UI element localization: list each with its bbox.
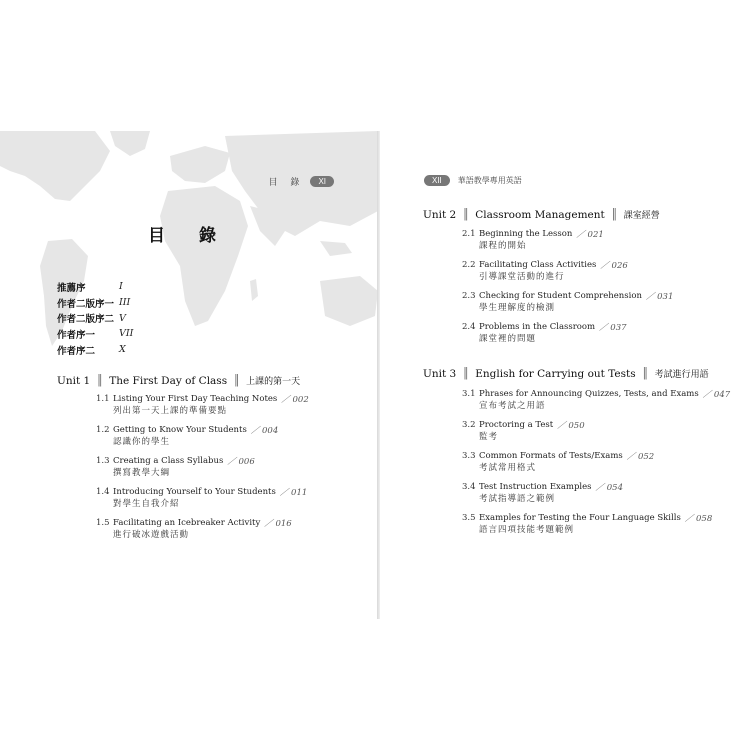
entry-title: Phrases for Announcing Quizzes, Tests, and Exams — [479, 388, 699, 399]
unit-title-zh: 課室經營 — [623, 211, 660, 221]
entry-title: Creating a Class Syllabus — [113, 455, 224, 466]
unit-separator: ║ — [641, 368, 649, 380]
entry-title-zh: 宣布考試之用語 — [479, 401, 546, 411]
entry-number: 1.3 — [96, 455, 110, 466]
entry-title: Introducing Yourself to Your Students — [113, 486, 276, 497]
entry-title-zh: 認識你的學生 — [113, 437, 171, 447]
entry-page: ／ 054 — [595, 482, 623, 493]
right-running-header — [424, 175, 522, 186]
entry-page: ／ 011 — [279, 487, 308, 498]
toc-entry[interactable] — [462, 480, 730, 506]
entry-title-zh: 監考 — [479, 432, 499, 442]
toc-entry[interactable] — [462, 227, 673, 253]
preface-page: III — [119, 297, 131, 309]
entry-number: 3.3 — [462, 450, 476, 461]
entry-title-zh: 課堂裡的問題 — [479, 334, 537, 344]
entry-page: ／ 047 — [702, 389, 731, 400]
entry-number: 1.4 — [96, 486, 110, 497]
entry-page: ／ 037 — [599, 322, 627, 333]
entry-title: Problems in the Classroom — [479, 321, 596, 332]
entry-title-zh: 進行破冰遊戲活動 — [113, 530, 190, 540]
left-running-header — [269, 175, 334, 188]
entry-page: ／ 026 — [600, 260, 628, 271]
preface-title: 作者序一 — [57, 329, 96, 341]
preface-row[interactable] — [57, 342, 133, 358]
unit-title: Classroom Management — [475, 209, 605, 221]
unit-separator: ║ — [462, 368, 469, 380]
preface-title: 作者二版序二 — [57, 314, 115, 326]
unit-label: Unit 2 — [423, 209, 457, 221]
entry-title-zh: 撰寫教學大綱 — [113, 468, 171, 478]
toc-entry[interactable] — [96, 454, 309, 480]
toc-entry[interactable] — [462, 511, 730, 537]
entry-page: ／ 004 — [250, 425, 279, 436]
preface-row[interactable] — [57, 326, 133, 342]
toc-entry[interactable] — [96, 392, 309, 418]
unit-label: Unit 1 — [57, 375, 91, 387]
toc-entry[interactable] — [96, 423, 309, 449]
toc-entry[interactable] — [462, 387, 730, 413]
book-spread — [0, 131, 750, 619]
toc-entry[interactable] — [462, 320, 673, 346]
entry-title-zh: 學生理解度的檢測 — [479, 303, 556, 313]
preface-title: 推薦序 — [57, 282, 86, 294]
unit-heading[interactable] — [57, 374, 300, 387]
entry-number: 1.1 — [96, 393, 110, 404]
page-number-badge: XI — [310, 176, 334, 187]
entry-title-zh: 語言四項技能考題範例 — [479, 525, 575, 535]
entry-title: Test Instruction Examples — [479, 481, 592, 492]
entry-number: 2.3 — [462, 290, 476, 301]
entry-title: Checking for Student Comprehension — [479, 290, 642, 301]
entry-title: Listing Your First Day Teaching Notes — [113, 393, 278, 404]
entry-page: ／ 002 — [281, 394, 309, 405]
unit-title: English for Carrying out Tests — [475, 368, 636, 380]
preface-list — [57, 279, 133, 357]
entry-title-zh: 考試常用格式 — [479, 463, 537, 473]
toc-entry[interactable] — [96, 485, 309, 511]
preface-row[interactable] — [57, 279, 133, 295]
lesson-list — [96, 392, 309, 547]
entry-number: 3.4 — [462, 481, 476, 492]
toc-entry[interactable] — [462, 289, 673, 315]
entry-title-zh: 考試指導語之範例 — [479, 494, 556, 504]
preface-page: V — [119, 312, 126, 324]
preface-page: I — [119, 281, 123, 293]
entry-title: Getting to Know Your Students — [113, 424, 247, 435]
lesson-list — [462, 227, 673, 351]
preface-title: 作者二版序一 — [57, 298, 115, 310]
entry-number: 3.1 — [462, 388, 476, 399]
entry-page: ／ 052 — [626, 451, 655, 462]
entry-title: Facilitating an Icebreaker Activity — [113, 517, 261, 528]
unit-separator: ║ — [233, 375, 240, 387]
unit-title-zh: 上課的第一天 — [246, 377, 301, 387]
entry-number: 1.2 — [96, 424, 110, 435]
unit-heading[interactable] — [423, 367, 709, 380]
entry-number: 3.5 — [462, 512, 476, 523]
unit-title-zh: 考試進行用語 — [654, 370, 709, 380]
entry-title: Common Formats of Tests/Exams — [479, 450, 623, 461]
unit-separator: ║ — [611, 209, 618, 221]
unit-label: Unit 3 — [423, 368, 457, 380]
entry-number: 2.2 — [462, 259, 476, 270]
header-section-label: 目 錄 — [268, 178, 305, 188]
entry-title-zh: 列出第一天上課的準備要點 — [113, 406, 228, 416]
entry-title-zh: 課程的開始 — [479, 241, 527, 251]
toc-entry[interactable] — [462, 258, 673, 284]
page-title: 目 錄 — [148, 226, 230, 246]
entry-number: 2.4 — [462, 321, 476, 332]
toc-entry[interactable] — [462, 418, 730, 444]
unit-separator: ║ — [462, 209, 469, 221]
entry-page: ／ 006 — [227, 456, 255, 467]
entry-number: 1.5 — [96, 517, 110, 528]
entry-page: ／ 031 — [645, 291, 674, 302]
toc-entry[interactable] — [96, 516, 309, 542]
preface-row[interactable] — [57, 310, 133, 326]
unit-heading[interactable] — [423, 208, 660, 221]
header-book-title: 華語教學專用英語 — [457, 176, 522, 185]
entry-title: Proctoring a Test — [479, 419, 554, 430]
entry-page: ／ 021 — [576, 229, 604, 240]
preface-page: X — [119, 344, 126, 356]
unit-title: The First Day of Class — [109, 375, 228, 387]
entry-title: Facilitating Class Activities — [479, 259, 597, 270]
entry-title-zh: 引導課堂活動的進行 — [479, 272, 565, 282]
lesson-list — [462, 387, 730, 542]
unit-separator: ║ — [96, 375, 103, 387]
entry-number: 2.1 — [462, 228, 476, 239]
preface-row[interactable] — [57, 295, 133, 311]
entry-title: Examples for Testing the Four Language Skills — [479, 512, 681, 523]
preface-page: VII — [119, 328, 134, 340]
entry-page: ／ 016 — [264, 518, 292, 529]
entry-number: 3.2 — [462, 419, 476, 430]
entry-title: Beginning the Lesson — [479, 228, 573, 239]
preface-title: 作者序二 — [57, 345, 96, 357]
entry-page: ／ 050 — [557, 420, 585, 431]
entry-page: ／ 058 — [684, 513, 713, 524]
toc-entry[interactable] — [462, 449, 730, 475]
left-page — [0, 131, 378, 619]
right-page — [380, 131, 750, 619]
entry-title-zh: 對學生自我介紹 — [113, 499, 180, 509]
page-number-badge: XII — [424, 175, 450, 186]
